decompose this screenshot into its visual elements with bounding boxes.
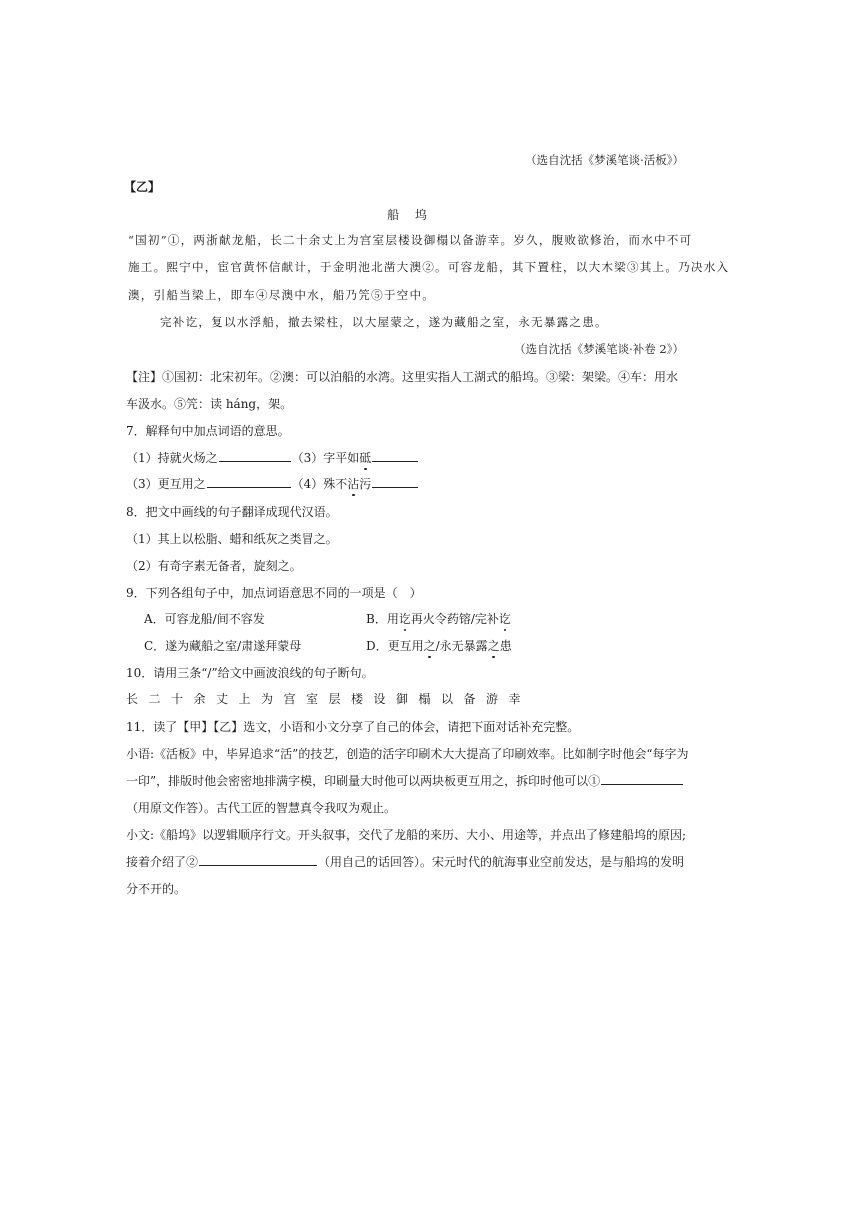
- option-a[interactable]: A．可容龙船/间不容发: [144, 612, 265, 626]
- dialogue-xiaowen-text-end: （用自己的话回答）。宋元时代的航海事业空前发达，是与船坞的发明: [318, 855, 685, 869]
- answer-blank-2[interactable]: [199, 853, 317, 866]
- passage-title: 船 坞: [387, 208, 433, 222]
- dialogue-xiaoyu-line: [126, 772, 684, 790]
- question-9-stem: 9．下列各组句子中，加点词语意思不同的一项是（ ）: [126, 586, 422, 600]
- source-citation-huoban: （选自沈括《梦溪笔谈·活板》）: [525, 153, 684, 167]
- q7-item-2-text: （3）更互用之: [126, 477, 206, 491]
- question-7-row-2: [126, 475, 419, 493]
- option-d[interactable]: [366, 637, 512, 654]
- answer-blank[interactable]: [207, 475, 291, 488]
- question-10-sentence: 长二十余丈上为宫室层楼设御榻以备游幸: [126, 692, 532, 706]
- answer-blank[interactable]: [372, 475, 418, 488]
- question-8-sentence-2: （2）有奇字素无备者，旋刻之。: [126, 559, 302, 573]
- question-11-stem: 11．读了【甲】【乙】选文，小语和小文分享了自己的体会，请把下面对话补充完整。: [126, 720, 580, 734]
- q7-item-4-text: （4）殊不: [291, 477, 348, 491]
- section-label-yi: 【乙】: [124, 180, 161, 194]
- q7-item-3-text: （3）字平如: [291, 451, 360, 465]
- dialogue-xiaoyu-line: 小语:《活板》中，毕昇追求“活”的技艺，创造的活字印刷术大大提高了印刷效率。比如制字时他会“每字为: [126, 747, 689, 761]
- dialogue-xiaowen-line: [126, 853, 684, 871]
- question-10-stem: 10．请用三条“/”给文中画波浪线的句子断句。: [126, 666, 374, 680]
- q7-item-4-text-end: 污: [359, 477, 372, 491]
- answer-blank[interactable]: [372, 449, 418, 462]
- option-b-dotted-2: 讫: [498, 612, 511, 626]
- option-b-text: B．用: [366, 612, 399, 626]
- passage-line: 施工。熙宁中，宦官黄怀信献计，于金明池北凿大澳②。可容龙船，其下置柱，以大木梁③其上。乃决水入: [128, 260, 730, 274]
- question-8-sentence-1: （1）其上以松脂、蜡和纸灰之类冒之。: [126, 532, 338, 546]
- dialogue-xiaowen-text: 接着介绍了②: [126, 855, 199, 869]
- dialogue-xiaowen-line: 分不开的。: [126, 882, 187, 896]
- option-d-text: D．更互用: [366, 639, 424, 653]
- q7-item-4-dotted: 沾: [347, 477, 360, 491]
- passage-line: 完补讫，复以水浮船，撤去梁柱，以大屋蒙之，遂为藏船之室，永无暴露之患。: [160, 315, 608, 329]
- answer-blank[interactable]: [219, 449, 291, 462]
- source-citation-chuanwu: （选自沈括《梦溪笔谈·补卷 2》）: [514, 342, 684, 356]
- option-b[interactable]: [366, 610, 511, 627]
- q7-item-1-text: （1）持就火炀之: [126, 451, 218, 465]
- question-7-row-1: [126, 449, 419, 467]
- dialogue-xiaoyu-line: （用原文作答）。古代工匠的智慧真令我叹为观止。: [126, 801, 397, 815]
- annotation-line: 【注】①国初：北宋初年。②澳：可以泊船的水湾。这里实指人工湖式的船坞。③梁：架梁。④车：用水: [126, 370, 679, 384]
- passage-line: “国初”①，两浙献龙船，长二十余丈上为宫室层楼设御榻以备游幸。岁久，腹败欲修治，而水中不可: [128, 233, 693, 247]
- q7-item-3-dotted: 砥: [359, 451, 372, 465]
- option-d-text-end: 患: [499, 639, 512, 653]
- option-b-dotted-1: 讫: [398, 612, 411, 626]
- option-d-dotted-2: 之: [487, 639, 500, 653]
- passage-line: 澳，引船当梁上，即车④尽澳中水，船乃笐⑤于空中。: [128, 288, 436, 302]
- annotation-line: 车汲水。⑤笐：读 háng，架。: [126, 397, 293, 411]
- question-8-stem: 8．把文中画线的句子翻译成现代汉语。: [126, 505, 338, 519]
- dialogue-xiaoyu-text: 一印”，排版时他会密密地排满字模，印刷量大时他可以两块板更互用之，拆印时他可以①: [126, 774, 601, 788]
- option-d-text-mid: /永无暴露: [435, 639, 488, 653]
- question-7-stem: 7．解释句中加点词语的意思。: [126, 424, 290, 438]
- option-d-dotted-1: 之: [423, 639, 436, 653]
- option-c[interactable]: C．遂为藏船之室/肃遂拜蒙母: [144, 639, 302, 653]
- dialogue-xiaowen-line: 小文:《船坞》以逻辑顺序行文。开头叙事，交代了龙船的来历、大小、用途等，并点出了修建船坞的原因;: [126, 828, 687, 842]
- answer-blank-1[interactable]: [601, 772, 683, 785]
- option-b-text-mid: 再火令药镕/完补: [410, 612, 499, 626]
